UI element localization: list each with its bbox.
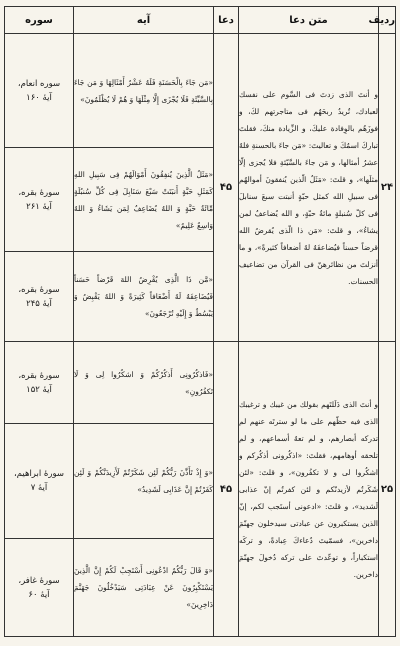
dua-text: و أنتَ الذى زدتَ فى السَّوم على نفسك لعبادك، تُريدُ ربحَهُم فى متاجرتهم لكَ، و فوزَهُم بالوِفادة عليكَ، و الزِّيادة منكَ، فقلتَ تباركَ اسمُكَ و تعاليتَ: «مَن جاءَ بالحسنةِ فلهُ عشرُ أمثالها، و مَن جاءَ بالسَّيّئةِ فلا يُجزى إلّا مثلَها»، و قلتَ: «مَثَلُ الّذين يُنفقونَ أموالهُم فى سبيلِ الله كمثل حبّةٍ أنبتت سبعَ سنابلَ فى كلّ سُنبلةٍ مائةُ حبّةٍ، و الله يُضاعفُ لمن يشاءُ»، و قلتَ: «مَن ذا الّذى يُقرضُ الله قرضاً حسناً فيُضاعفَهُ لهُ أضعافاً كثيرةً»، و ما أنزلتَ من نظائرهنّ فى القرآن من تضاعيف الحسنات. [239,34,379,342]
ayah-number: آیهٔ ۷ [30,483,48,493]
surah-name: سورهٔ غافر، [18,575,60,586]
table-row [5,34,396,148]
surah-name: سورهٔ بقره، [18,187,60,198]
ayah-text: «مَّن ذَا الَّذِى يُقْرِضُ اللهَ قَرْضاً حَسَناً فَيُضَاعِفَهُ لَهُ أَضْعَافاً كَثِيرَةً وَ اللهُ يَقْبِضُ وَ يَبْسُطُ وَ إِلَيْهِ تُرْجَعُونَ» [74,252,214,342]
surah-cell [5,148,74,252]
ayah-number: آیهٔ ۶۰ [28,589,50,600]
header-row [5,7,396,34]
header-row-number: ردیف [379,7,396,34]
ayah-number: آیهٔ ۲۶۱ [26,201,52,212]
surah-cell [5,34,74,148]
surah-name: سورهٔ ابراهیم، [14,469,64,479]
ayah-number: آیهٔ ۱۶۰ [26,92,52,103]
ayah-text: «فَاذكُرُونِى أَذكُرْكُمْ وَ اشكُرُوا لِى وَ لَا تَكفُرُونِ» [74,342,214,424]
ayah-number: آیهٔ ۲۴۵ [26,298,52,309]
header-dua-number: دعا [214,7,239,34]
ayah-text: «مَن جَاءَ بِالْحَسَنَةِ فَلَهُ عَشْرُ أَمْثَالِهَا وَ مَن جَاءَ بِالسَّيِّئَةِ فَلَا يُجْزَى إِلَّا مِثْلَهَا وَ هُمْ لَا يُظْلَمُونَ» [74,34,214,148]
ayah-number: آیهٔ ۱۵۲ [26,384,52,395]
surah-name: سورهٔ بقره، [18,284,60,295]
dua-number: ۴۵ [214,342,239,637]
table-row [5,342,396,424]
surah-cell [5,539,74,637]
surah-name: سورهٔ بقره، [18,370,60,381]
surah-cell [5,342,74,424]
ayah-text: «وَ إِذْ تَأَذَّنَ رَبُّكُمْ لَئِن شَكَرْتُمْ لَأَزِيدَنَّكُمْ وَ لَئِن كَفَرْتُمْ إِنَّ عَذَابِى لَشَدِيدٌ» [74,424,214,539]
header-dua-text: متن دعا [239,7,379,34]
header-surah: سوره [5,7,74,34]
surah-name: سوره انعام، [17,78,61,89]
row-number: ۲۴ [379,34,396,342]
dua-text: و أنتَ الذى دَلَلتَهم بقولك من غيبك و ترغيبك الذى فيه حظّهم على ما لو سترتَه عنهم لم تدركه أبصارهم، و لم تعهُ أسماعهم، و لم تلحقه أوهامهم، فقلتَ: «اذكُرونى أذكُركم و اشكُروا لى و لا تكفُرون»، و قلتَ: «لئن شَكَرتُم لأزيدنّكم و لئن كفرتُم إنّ عذابى لَشديد»، و قلتَ: «ادعونى أستَجب لكم، إنّ الذين يستكبرون عن عبادتى سيدخلون جهنّمَ داخرين»، فسمّيتَ دُعاءكَ عِبادةً، و تركَه استكباراً، و توعّدتَ على تركه دُخولَ جهنّمَ داخرين. [239,342,379,637]
dua-ayah-table [4,6,396,637]
surah-cell [5,424,74,539]
ayah-text: «وَ قَالَ رَبُّكُمُ ادْعُونِى أَسْتَجِبْ لَكُمْ إِنَّ الَّذِينَ يَسْتَكْبِرُونَ عَنْ عِبَادَتِى سَيَدْخُلُونَ جَهَنَّمَ دَاخِرِينَ» [74,539,214,637]
dua-number: ۴۵ [214,34,239,342]
header-ayah: آیه [74,7,214,34]
surah-cell [5,252,74,342]
ayah-text: «مَثَلُ الَّذِينَ يُنفِقُونَ أَمْوَالَهُمْ فِى سَبِيلِ اللهِ كَمَثَلِ حَبَّةٍ أَنبَتَتْ سَبْعَ سَنَابِلَ فِى كُلِّ سُنبُلَةٍ مِّائَةُ حَبَّةٍ وَ اللهُ يُضَاعِفُ لِمَن يَشَاءُ وَ اللهُ وَاسِعٌ عَلِيمٌ» [74,148,214,252]
row-number: ۲۵ [379,342,396,637]
